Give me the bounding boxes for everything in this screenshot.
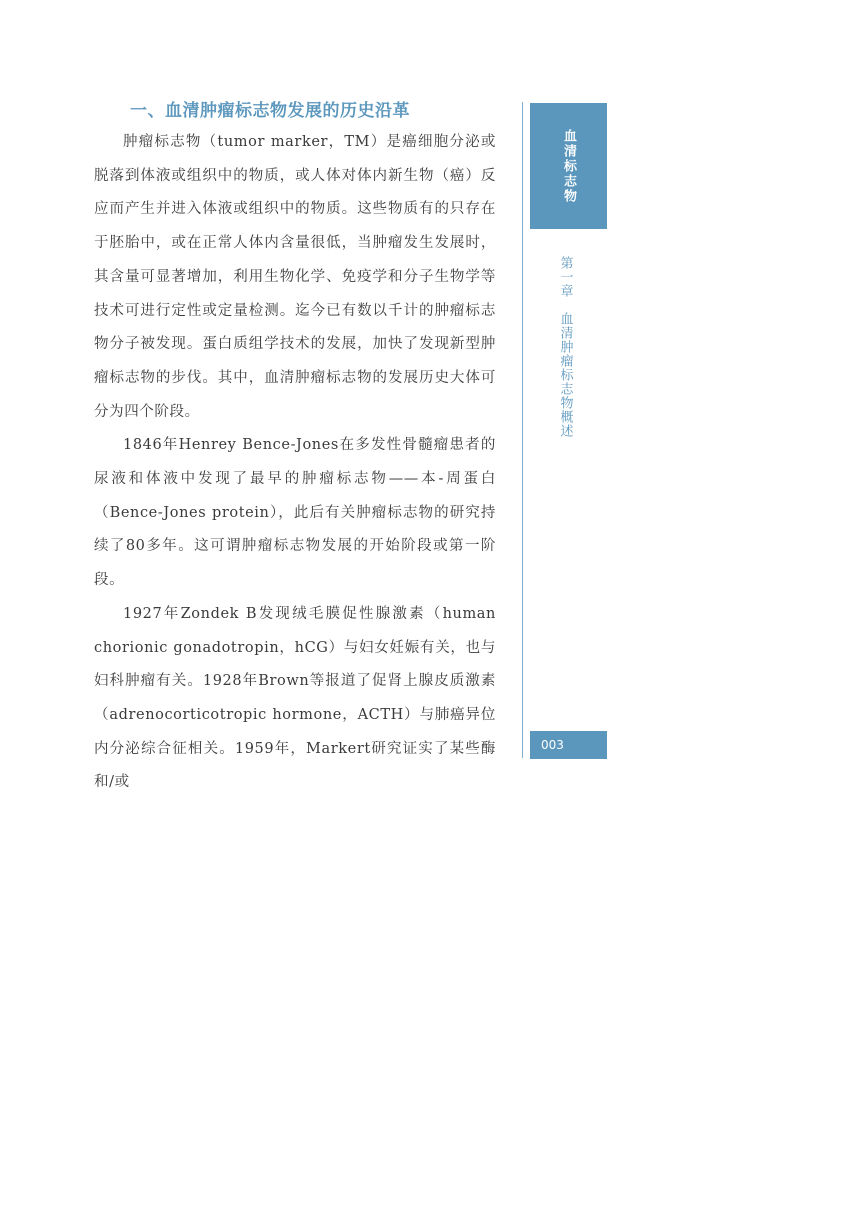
body-paragraph: 1927年Zondek B发现绒毛膜促性腺激素（human chorionic gonadotropin，hCG）与妇女妊娠有关，也与妇科肿瘤有关。1928年Brown等报道了促肾上腺皮质激素（adrenocorticotropic hormone，ACTH）与肺癌异位内分泌综合征相关。1959年，Markert研究证实了某些酶和/或: [94, 605, 496, 791]
chapter-tab: [530, 103, 607, 229]
chapter-title: 第一章 血清肿瘤标志物概述: [557, 256, 573, 438]
page-number: 003: [530, 731, 607, 759]
main-text-column: [94, 96, 496, 800]
body-paragraph: 1846年Henrey Bence-Jones在多发性骨髓瘤患者的尿液和体液中发现了最早的肿瘤标志物——本-周蛋白（Bence-Jones protein），此后有关肿瘤标志物的研究持续了80多年。这可谓肿瘤标志物发展的开始阶段或第一阶段。: [94, 437, 496, 589]
section-title: 一、血清肿瘤标志物发展的历史沿革: [130, 101, 410, 121]
body-paragraph: 肿瘤标志物（tumor marker，TM）是癌细胞分泌或脱落到体液或组织中的物质，或人体对体内新生物（癌）反应而产生并进入体液或组织中的物质。这些物质有的只存在于胚胎中，或在正常人体内含量很低，当肿瘤发生发展时，其含量可显著增加，利用生物化学、免疫学和分子生物学等技术可进行定性或定量检测。迄今已有数以千计的肿瘤标志物分子被发现。蛋白质组学技术的发展，加快了发现新型肿瘤标志物的步伐。其中，血清肿瘤标志物的发展历史大体可分为四个阶段。: [94, 134, 496, 420]
margin-divider-line: [522, 102, 523, 758]
chapter-tab-label: 血清标志物: [561, 129, 576, 204]
running-head: [555, 256, 575, 438]
